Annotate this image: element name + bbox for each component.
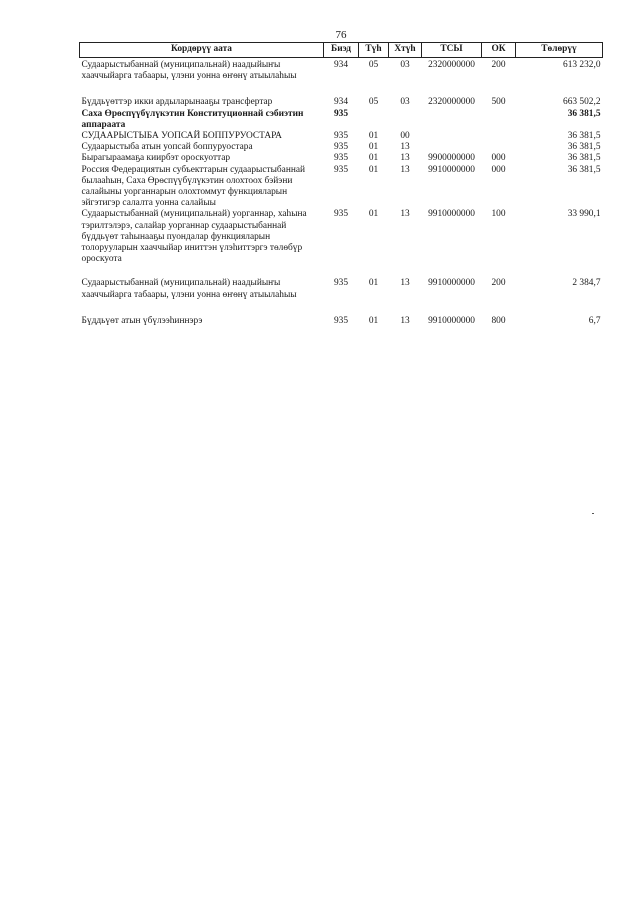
row-khtuh: 13 <box>400 278 410 289</box>
row-khtuh: 00 <box>400 131 410 142</box>
row-toloruu: 2 384,7 <box>572 278 601 289</box>
row-toloruu: 6,7 <box>588 315 601 326</box>
row-khtuh <box>389 109 422 131</box>
row-bied: 935 <box>333 315 349 326</box>
table-row <box>80 165 603 210</box>
row-bied: 935 <box>333 209 349 220</box>
col-header-name: Кордөрүү аата <box>80 43 324 58</box>
row-tuh: 01 <box>368 315 379 326</box>
row-tuh: 01 <box>368 278 379 289</box>
row-tsy <box>422 142 482 153</box>
table-row <box>80 301 603 327</box>
row-khtuh: 03 <box>400 60 410 70</box>
row-bied: 935 <box>333 153 349 164</box>
row-tuh <box>359 109 389 131</box>
row-toloruu: 663 502,2 <box>563 97 601 108</box>
row-tsy: 9910000000 <box>428 278 475 289</box>
row-bied: 935 <box>333 142 349 153</box>
row-ok: 000 <box>491 153 506 164</box>
row-name: Судаарыстыбаннай (муниципальнай) наадыйыҥы хааччыйарга табаары, үлэни уонна өҥөнү атыылаһыы <box>81 60 297 82</box>
scan-speck <box>592 513 594 514</box>
row-bied: 935 <box>333 108 349 119</box>
row-name: Бүддьүөт атын үбүлээһиннэрэ <box>81 315 203 326</box>
row-toloruu: 36 381,5 <box>567 164 601 175</box>
row-toloruu: 36 381,5 <box>567 108 601 119</box>
row-tuh: 01 <box>368 153 379 164</box>
table-row <box>80 82 603 108</box>
row-tuh: 05 <box>368 97 379 108</box>
row-name: СУДААРЫСТЫБА УОПСАЙ БОППУРУОСТАРА <box>81 131 282 142</box>
row-name: Бүддьүөттэр икки ардыларынааҕы трансфертар <box>81 97 273 108</box>
table-header-row <box>80 43 603 58</box>
row-ok: 200 <box>491 278 506 289</box>
col-header-bied: Биэд <box>324 43 359 58</box>
row-tsy: 9910000000 <box>428 209 475 220</box>
table-row <box>80 131 603 142</box>
row-tuh: 05 <box>368 60 379 70</box>
row-tuh: 01 <box>368 142 379 153</box>
col-header-tsy: ТСЫ <box>422 43 482 58</box>
row-ok <box>482 109 516 131</box>
row-tsy: 9900000000 <box>428 153 475 164</box>
table-row <box>80 142 603 153</box>
row-ok: 100 <box>491 209 506 220</box>
row-bied: 934 <box>333 97 349 108</box>
row-bied: 935 <box>333 131 349 142</box>
row-ok: 500 <box>491 97 506 108</box>
row-tuh: 01 <box>368 209 379 220</box>
row-khtuh: 13 <box>400 142 410 153</box>
budget-table <box>79 42 603 327</box>
row-khtuh: 13 <box>400 164 410 175</box>
row-ok <box>482 131 516 142</box>
row-bied: 935 <box>333 278 349 289</box>
row-tuh: 01 <box>368 131 379 142</box>
row-name: Судаарыстыбаннай (муниципальнай) уорганнар, хаһына тэрилтэлэрэ, салайар уорганнар судаарыстыбаннай бүддьүөт таһынааҕы пуондалар функцияларын толорууларын хааччыйар иниттэн үлэһиттэргэ төлөбүр ороскуота <box>81 209 307 265</box>
col-header-khtuh: Хтүһ <box>389 43 422 58</box>
row-ok: 000 <box>491 164 506 175</box>
row-toloruu: 36 381,5 <box>567 131 601 142</box>
col-header-ok: ОК <box>482 43 516 58</box>
row-khtuh: 13 <box>400 315 410 326</box>
row-name: Саха Өрөспүүбүлүкэтин Конституционнай сэбиэтин аппараата <box>81 108 304 130</box>
row-toloruu: 613 232,0 <box>563 60 601 70</box>
table-row <box>80 109 603 131</box>
row-khtuh: 13 <box>400 153 410 164</box>
row-tsy: 2320000000 <box>428 60 475 70</box>
row-name: Россия Федерациятын субъекттарын судаарыстыбаннай былааһын, Саха Өрөспүүбүлүкэтин олохтоох бэйэни салайыны уорганнарын олохтоммут функцияларын эйгэтигэр салалта уонна салайыы <box>81 164 306 209</box>
row-tsy: 2320000000 <box>428 97 475 108</box>
row-toloruu: 33 990,1 <box>567 209 601 220</box>
row-name: Судаарыстыба атын уопсай боппуруостара <box>81 142 253 153</box>
row-ok <box>482 142 516 153</box>
table-row <box>80 58 603 83</box>
row-name: Бырагыраамаҕа киирбэт ороскуоттар <box>81 153 231 164</box>
row-khtuh: 03 <box>400 97 410 108</box>
page-number: 76 <box>335 29 347 41</box>
row-tsy <box>422 109 482 131</box>
row-tuh: 01 <box>368 164 379 175</box>
table-row <box>80 265 603 300</box>
row-tsy <box>422 131 482 142</box>
row-name: Судаарыстыбаннай (муниципальнай) наадыйыҥы хааччыйарга табаары, үлэни уонна өҥөнү атыылаһыы <box>81 278 297 300</box>
row-ok: 800 <box>491 315 506 326</box>
col-header-tuh: Түһ <box>359 43 389 58</box>
row-tsy: 9910000000 <box>428 315 475 326</box>
row-khtuh: 13 <box>400 209 410 220</box>
table-row <box>80 153 603 164</box>
table-row <box>80 209 603 265</box>
col-header-toloruu: Төлөрүү <box>516 43 603 58</box>
row-toloruu: 36 381,5 <box>567 142 601 153</box>
row-bied: 935 <box>333 164 349 175</box>
row-bied: 934 <box>333 60 349 70</box>
row-toloruu: 36 381,5 <box>567 153 601 164</box>
row-tsy: 9910000000 <box>428 164 475 175</box>
row-ok: 200 <box>491 60 506 70</box>
